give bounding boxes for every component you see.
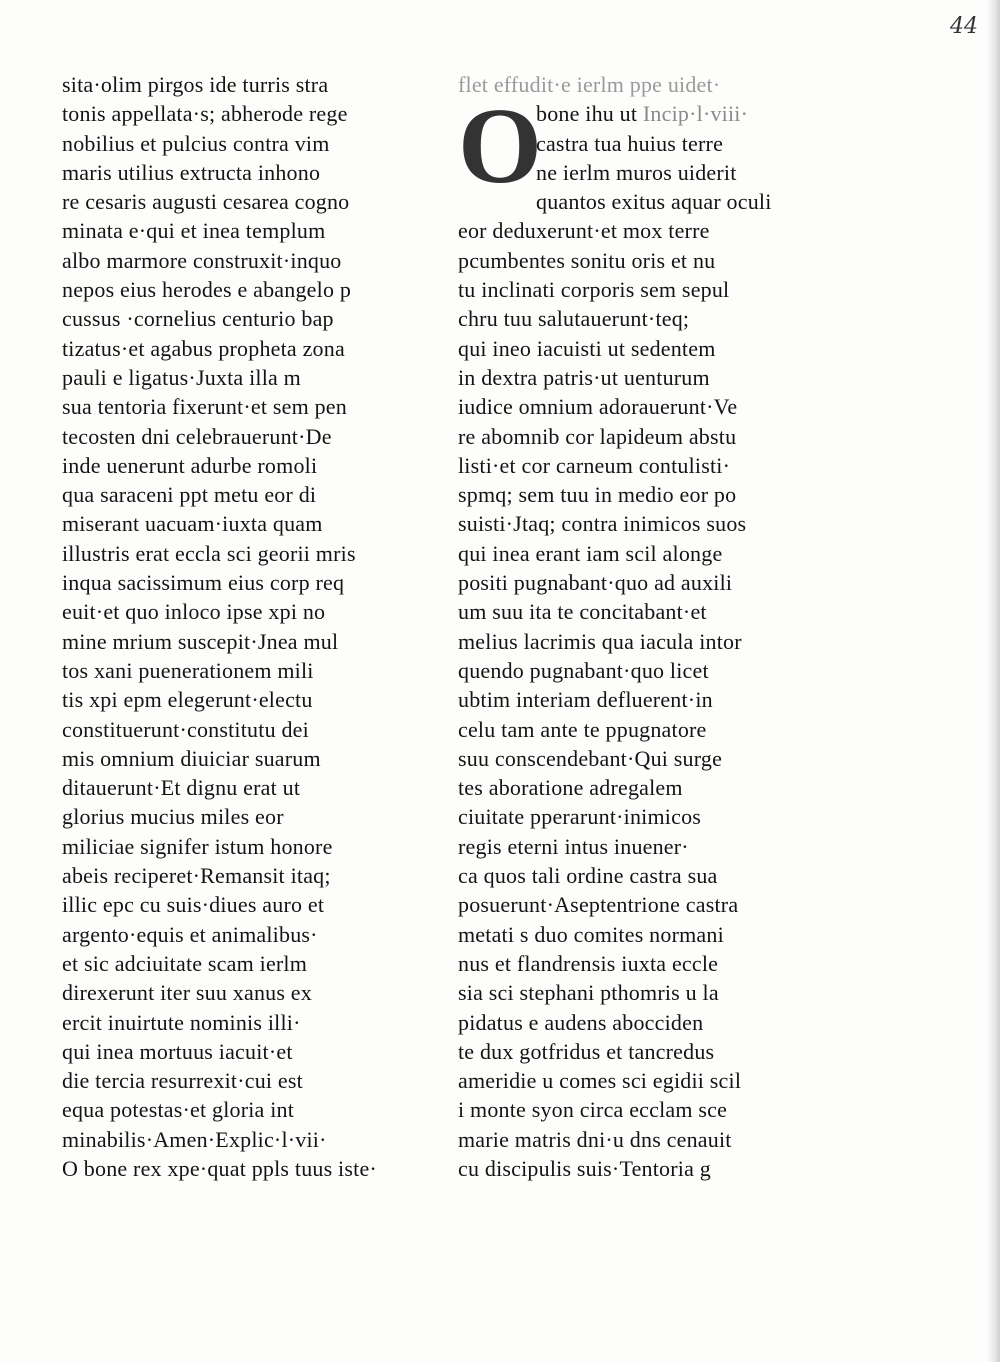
initial-line-1-text: bone ihu ut [536, 101, 638, 127]
right-text-column [458, 70, 868, 1183]
text-line: marie matris dni·u dns cenauit [458, 1126, 732, 1152]
text-line: inqua sacissimum eius corp req [62, 570, 345, 596]
text-line: pauli e ligatus·Juxta illa m [62, 364, 301, 390]
text-line: minabilis·Amen·Explic·l·vii· [62, 1126, 327, 1152]
text-line: tu inclinati corporis sem sepul [458, 277, 730, 303]
text-line: posuerunt·Aseptentrione castra [458, 892, 739, 918]
text-line: pcumbentes sonitu oris et nu [458, 247, 716, 273]
text-line: quantos exitus aquar oculi [536, 189, 772, 215]
text-line: suu conscendebant·Qui surge [458, 745, 723, 771]
initial-line-3: ne ierlm muros uiderit [536, 159, 737, 185]
rubric-incipit: Incip·l·viii· [642, 101, 749, 127]
text-line: te dux gotfridus et tancredus [458, 1038, 715, 1064]
text-line: O bone rex xpe·quat ppls tuus iste· [62, 1155, 377, 1181]
text-line: re abomnib cor lapideum abstu [458, 423, 737, 449]
text-line: regis eterni intus inuener· [458, 833, 689, 859]
text-line: argento·equis et animalibus· [62, 921, 318, 947]
text-line: tis xpi epm elegerunt·electu [62, 687, 313, 713]
text-line: tecosten dni celebrauerunt·De [62, 423, 332, 449]
text-line: ca quos tali ordine castra sua [458, 863, 718, 889]
text-line: listi·et cor carneum contulisti· [458, 452, 731, 478]
text-line: et sic adciuitate scam ierlm [62, 950, 308, 976]
text-line: um suu ita te concitabant·et [458, 599, 707, 625]
text-line: ubtim interiam defluerent·in [458, 687, 713, 713]
text-line: ciuitate pperarunt·inimicos [458, 804, 702, 830]
text-line: glorius mucius miles eor [62, 804, 284, 830]
text-line: nobilius et pulcius contra vim [62, 130, 330, 156]
text-line: tos xani puenerationem mili [62, 657, 314, 683]
text-line: mis omnium diuiciar suarum [62, 745, 321, 771]
text-line: in dextra patris·ut uenturum [458, 364, 710, 390]
text-line: iudice omnium adorauerunt·Ve [458, 394, 738, 420]
text-line: chru tuu salutauerunt·teq; [458, 306, 690, 332]
text-line: direxerunt iter suu xanus ex [62, 980, 312, 1006]
text-line: pidatus e audens abocciden [458, 1009, 704, 1035]
folio-number: 44 [950, 14, 978, 39]
right-column-body [458, 187, 868, 1183]
text-line: sua tentoria fixerunt·et sem pen [62, 394, 347, 420]
text-line: albo marmore construxit·inquo [62, 247, 342, 273]
text-line: sita·olim pirgos ide turris stra [62, 72, 329, 97]
text-line: tes aboratione adregalem [458, 775, 683, 801]
text-line: constituerunt·constitutu dei [62, 716, 309, 742]
text-line: ercit inuirtute nominis illi· [62, 1009, 301, 1035]
text-line: tonis appellata·s; abherode rege [62, 101, 348, 127]
page-edge-shadow [986, 0, 1000, 1362]
text-line: re cesaris augusti cesarea cogno [62, 189, 350, 215]
text-line: i monte syon circa ecclam sce [458, 1097, 728, 1123]
text-line: abeis reciperet·Remansit itaq; [62, 863, 331, 889]
text-line: minata e·qui et inea templum [62, 218, 326, 244]
text-line: nepos eius herodes e abangelo p [62, 277, 352, 303]
text-line: qui inea erant iam scil alonge [458, 540, 723, 566]
text-line: ditauerunt·Et dignu erat ut [62, 775, 301, 801]
text-line: metati s duo comites normani [458, 921, 724, 947]
text-line: inde uenerunt adurbe romoli [62, 452, 318, 478]
text-line: illic epc cu suis·diues auro et [62, 892, 325, 918]
text-line: ameridie u comes sci egidii scil [458, 1068, 742, 1094]
text-line: qui ineo iacuisti ut sedentem [458, 335, 716, 361]
text-line: celu tam ante te ppugnatore [458, 716, 707, 742]
text-line: suisti·Jtaq; contra inimicos suos [458, 511, 747, 537]
text-line: cu discipulis suis·Tentoria g [458, 1155, 711, 1181]
text-line: qui inea mortuus iacuit·et [62, 1038, 293, 1064]
initial-line-2: castra tua huius terre [536, 130, 724, 156]
text-line: miliciae signifer istum honore [62, 833, 333, 859]
text-line: spmq; sem tuu in medio eor po [458, 482, 737, 508]
right-column-top-line: flet effudit·e ierlm ppe uidet· [458, 72, 721, 97]
text-line: quendo pugnabant·quo licet [458, 657, 709, 683]
text-line: miserant uacuam·iuxta quam [62, 511, 323, 537]
text-line: cussus ·cornelius centurio bap [62, 306, 334, 332]
text-line: nus et flandrensis iuxta eccle [458, 950, 719, 976]
text-line: tizatus·et agabus propheta zona [62, 335, 345, 361]
text-line: die tercia resurrexit·cui est [62, 1068, 303, 1094]
text-line: sia sci stephani pthomris u la [458, 980, 719, 1006]
left-text-column [62, 70, 442, 1183]
text-line: positi pugnabant·quo ad auxili [458, 570, 733, 596]
text-line: eor deduxerunt·et mox terre [458, 218, 710, 244]
initial-line-1 [536, 99, 868, 128]
text-line: equa potestas·et gloria int [62, 1097, 295, 1123]
text-line: mine mrium suscepit·Jnea mul [62, 628, 339, 654]
text-line: melius lacrimis qua iacula intor [458, 628, 742, 654]
text-line: illustris erat eccla sci georii mris [62, 540, 356, 566]
text-line: euit·et quo inloco ipse xpi no [62, 599, 326, 625]
text-line: maris utilius extructa inhono [62, 159, 321, 185]
decorated-initial: O [458, 87, 543, 207]
text-line: qua saraceni ppt metu eor di [62, 482, 317, 508]
